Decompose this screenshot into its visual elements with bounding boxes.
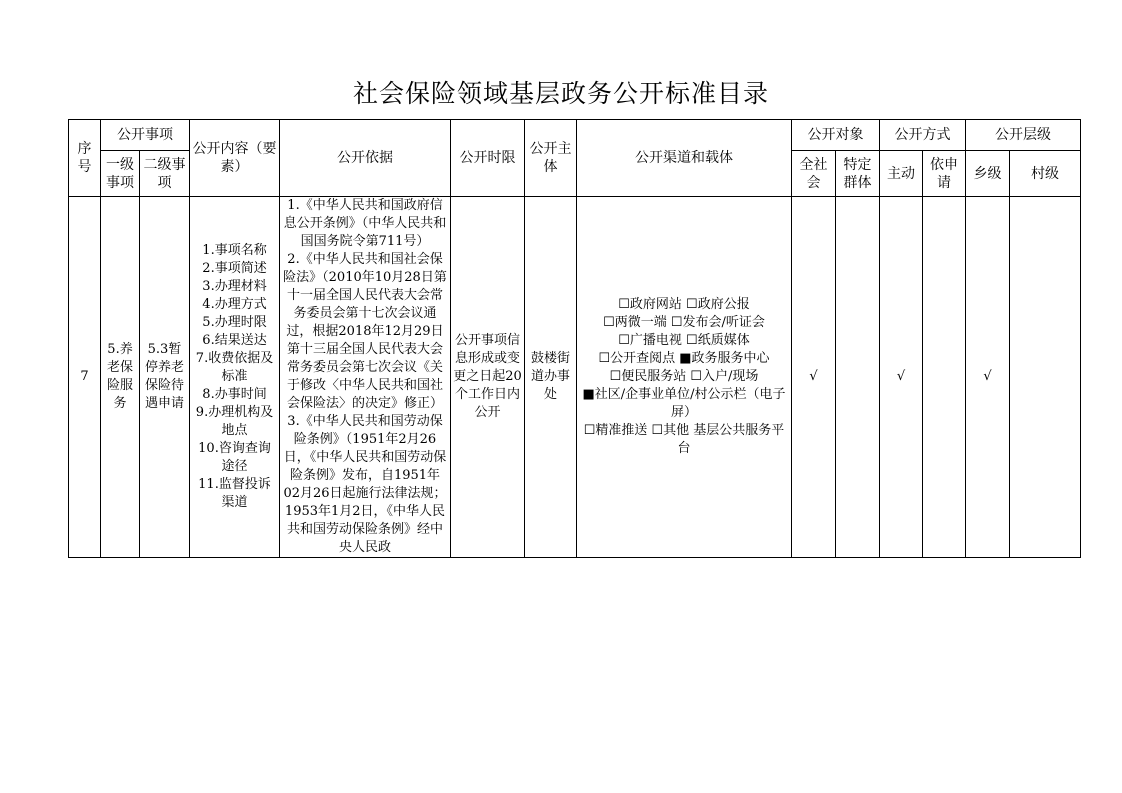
header-item-level1: 一级事项	[101, 151, 140, 197]
content-item: 9.办理机构及地点	[195, 405, 274, 438]
basis-item: 1.《中华人民共和国政府信息公开条例》（中华人民共和国国务院令第711号）	[283, 198, 447, 249]
disclosure-catalog-table	[68, 119, 1081, 558]
header-target: 公开对象	[792, 120, 880, 151]
channel-line: ☐政府网站 ☐政府公报	[618, 297, 750, 312]
header-time-limit: 公开时限	[451, 120, 525, 197]
row-target-all-check: √	[792, 197, 836, 558]
row-level-village-check	[1010, 197, 1081, 558]
content-item: 8.办事时间	[202, 387, 267, 402]
row-subject: 鼓楼街道办事处	[525, 197, 577, 558]
header-method: 公开方式	[880, 120, 966, 151]
row-method-active-check: √	[880, 197, 923, 558]
header-content: 公开内容（要素）	[190, 120, 280, 197]
header-target-all: 全社会	[792, 151, 836, 197]
header-level-township: 乡级	[966, 151, 1010, 197]
content-item: 11.监督投诉渠道	[198, 477, 271, 510]
table-row	[69, 197, 1081, 558]
channel-line: ☐精准推送 ☐其他 基层公共服务平台	[583, 423, 785, 456]
header-basis: 公开依据	[280, 120, 451, 197]
row-method-request-check	[923, 197, 966, 558]
channel-line: ☐两微一端 ☐发布会/听证会	[603, 315, 765, 330]
header-level-village: 村级	[1010, 151, 1081, 197]
basis-item: 3.《中华人民共和国劳动保险条例》（1951年2月26日，《中华人民共和国劳动保险条例》发布，自1951年02月26日起施行法律法规；1953年1月2日，《中华人民共和国劳动保险条例》经中央人民政	[283, 414, 447, 555]
channel-line: ■社区/企事业单位/村公示栏（电子屏）	[582, 387, 786, 420]
header-method-request: 依申请	[923, 151, 966, 197]
row-target-specific-check	[836, 197, 880, 558]
header-target-specific: 特定群体	[836, 151, 880, 197]
header-item: 公开事项	[101, 120, 190, 151]
row-level2: 5.3暂停养老保险待遇申请	[140, 197, 190, 558]
channel-line: ☐便民服务站 ☐入户/现场	[609, 369, 759, 384]
basis-item: 2.《中华人民共和国社会保险法》（2010年10月28日第十一届全国人民代表大会常务委员会第十七次会议通过，根据2018年12月29日第十三届全国人民代表大会常务委员会第七次会议《关于修改〈中华人民共和国社会保险法〉的决定》修正）	[283, 252, 447, 411]
content-item: 3.办理材料	[202, 279, 267, 294]
content-item: 6.结果送达	[202, 333, 267, 348]
channel-line: ☐广播电视 ☐纸质媒体	[618, 333, 750, 348]
header-subject: 公开主体	[525, 120, 577, 197]
document-title: 社会保险领域基层政务公开标准目录	[352, 79, 769, 108]
content-item: 5.办理时限	[202, 315, 267, 330]
header-method-active: 主动	[880, 151, 923, 197]
content-item: 7.收费依据及标准	[195, 351, 274, 384]
row-time-limit: 公开事项信息形成或变更之日起20个工作日内公开	[451, 197, 525, 558]
row-content-list	[190, 197, 280, 558]
row-channels	[577, 197, 792, 558]
header-seq: 序号	[69, 120, 101, 197]
row-level1: 5.养老保险服务	[101, 197, 140, 558]
row-basis	[280, 197, 451, 558]
content-item: 1.事项名称	[202, 243, 267, 258]
content-item: 2.事项简述	[202, 261, 267, 276]
content-item: 10.咨询查询途径	[198, 441, 271, 474]
header-item-level2: 二级事项	[140, 151, 190, 197]
channel-line: ☐公开查阅点 ■政务服务中心	[598, 351, 770, 366]
header-level: 公开层级	[966, 120, 1081, 151]
header-row-1	[69, 120, 1081, 151]
row-seq: 7	[69, 197, 101, 558]
row-level-township-check: √	[966, 197, 1010, 558]
header-channels: 公开渠道和载体	[577, 120, 792, 197]
content-item: 4.办理方式	[202, 297, 267, 312]
